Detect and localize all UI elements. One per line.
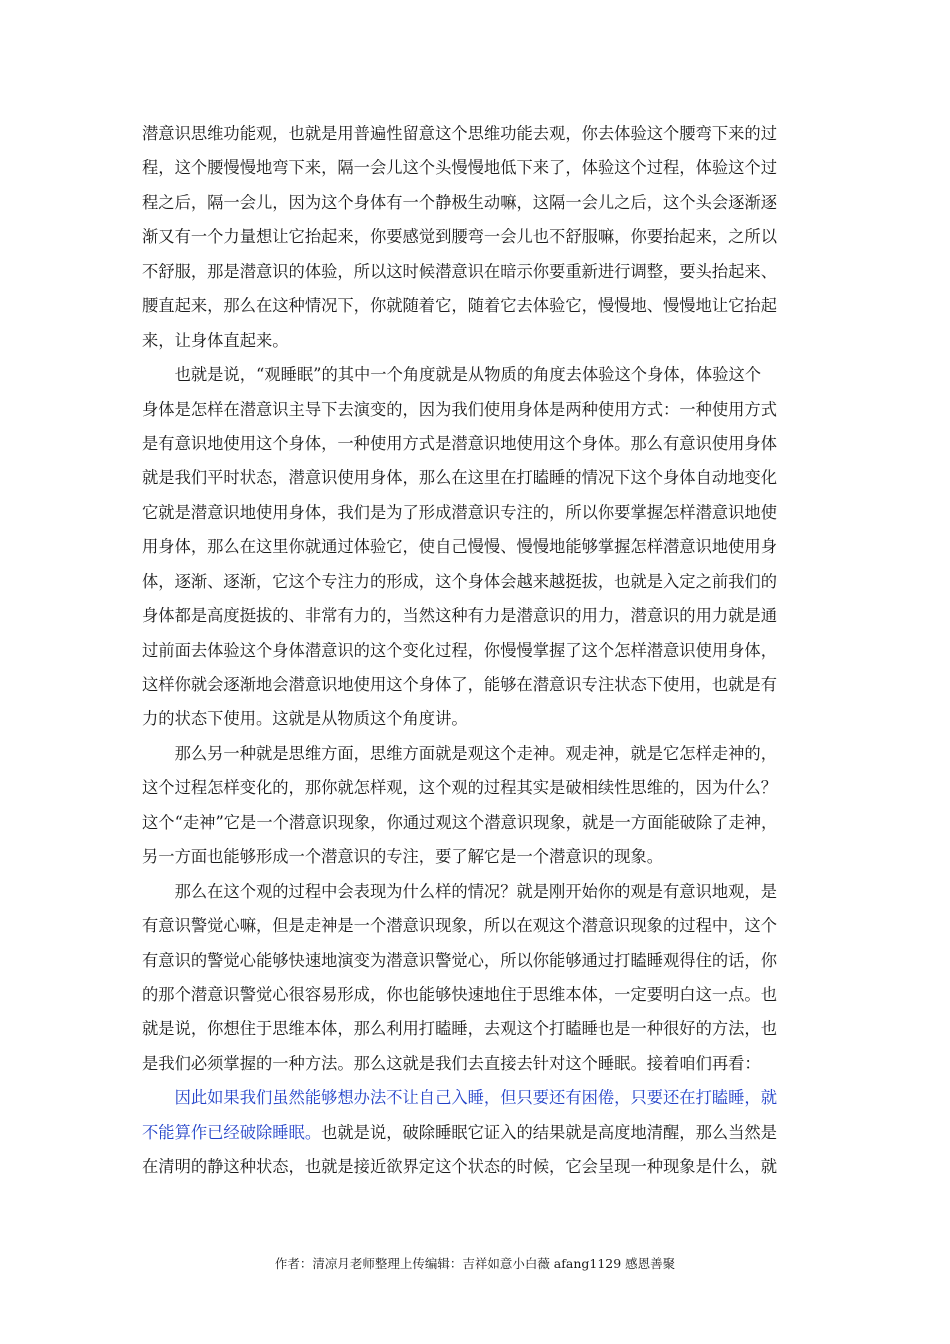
text-line (142, 220, 820, 254)
text-line (142, 737, 820, 771)
text-line (142, 875, 820, 909)
body-text: 那么另一种就是思维方面，思维方面就是观这个走神。观走神，就是它怎样走神的， (142, 743, 777, 763)
text-line (142, 151, 820, 185)
body-text: 就是说，你想住于思维本体，那么利用打瞌睡，去观这个打瞌睡也是一种很好的方法，也 (142, 1019, 777, 1039)
body-text: 渐又有一个力量想让它抬起来，你要感觉到腰弯一会儿也不舒服嘛，你要抬起来，之所以 (142, 227, 777, 247)
body-text: 是有意识地使用这个身体，一种使用方式是潜意识地使用这个身体。那么有意识使用身体 (142, 433, 777, 453)
text-line (142, 702, 820, 736)
quoted-text: 不能算作已经破除睡眠。 (142, 1122, 322, 1142)
body-text: 这个过程怎样变化的，那你就怎样观，这个观的过程其实是破相续性思维的，因为什么？ (142, 778, 777, 798)
paragraph (142, 737, 820, 875)
quoted-text: 因此如果我们虽然能够想办法不让自己入睡，但只要还有困倦，只要还在打瞌睡，就 (142, 1088, 777, 1108)
body-text: 来，让身体直起来。 (142, 330, 289, 350)
text-line (142, 840, 820, 874)
body-text: 也就是说，破除睡眠它证入的结果就是高度地清醒，那么当然是 (321, 1122, 777, 1142)
paragraph (142, 1081, 820, 1184)
text-line (142, 358, 820, 392)
text-line (142, 599, 820, 633)
body-text: 这个“走神”它是一个潜意识现象，你通过观这个潜意识现象，就是一方面能破除了走神， (142, 812, 778, 832)
paragraph (142, 117, 820, 358)
text-line (142, 461, 820, 495)
paragraph (142, 358, 820, 737)
paragraph (142, 875, 820, 1082)
text-line (142, 117, 820, 151)
page-footer: 作者：清凉月老师整理上传编辑：吉祥如意小白薇 afang1129 感恩善聚 (274, 1256, 676, 1271)
text-line (142, 668, 820, 702)
body-text: 程之后，隔一会儿，因为这个身体有一个静极生动嘛，这隔一会儿之后，这个头会逐渐逐 (142, 192, 777, 212)
body-text: 另一方面也能够形成一个潜意识的专注，要了解它是一个潜意识的现象。 (142, 847, 664, 867)
body-text: 这样你就会逐渐地会潜意识地使用这个身体了，能够在潜意识专注状态下使用，也就是有 (142, 675, 777, 694)
body-text: 不舒服，那是潜意识的体验，所以这时候潜意识在暗示你要重新进行调整，要头抬起来、 (142, 261, 777, 281)
text-line (142, 771, 820, 805)
body-text: 有意识警觉心嘛，但是走神是一个潜意识现象，所以在观这个潜意识现象的过程中，这个 (142, 916, 777, 936)
text-line (142, 944, 820, 978)
text-line (142, 530, 820, 564)
document-body (142, 117, 820, 1185)
text-line (142, 634, 820, 668)
body-text: 程，这个腰慢慢地弯下来，隔一会儿这个头慢慢地低下来了，体验这个过程，体验这个过 (142, 158, 777, 178)
text-line (142, 289, 820, 323)
body-text: 身体都是高度挺拔的、非常有力的，当然这种有力是潜意识的用力，潜意识的用力就是通 (142, 606, 777, 626)
body-text: 那么在这个观的过程中会表现为什么样的情况？就是刚开始你的观是有意识地观，是 (142, 881, 777, 901)
text-line (142, 255, 820, 289)
body-text: 过前面去体验这个身体潜意识的这个变化过程，你慢慢掌握了这个怎样潜意识使用身体， (142, 640, 777, 660)
text-line (142, 427, 820, 461)
text-line (142, 909, 820, 943)
text-line (142, 393, 820, 427)
body-text: 腰直起来，那么在这种情况下，你就随着它，随着它去体验它，慢慢地、慢慢地让它抬起 (142, 296, 777, 316)
text-line (142, 1081, 820, 1115)
body-text: 体，逐渐、逐渐，它这个专注力的形成，这个身体会越来越挺拔，也就是入定之前我们的 (142, 571, 777, 591)
text-line (142, 1012, 820, 1046)
text-line (142, 806, 820, 840)
text-line (142, 186, 820, 220)
body-text: 用身体，那么在这里你就通过体验它，使自己慢慢、慢慢地能够掌握怎样潜意识地使用身 (142, 537, 777, 557)
text-line (142, 978, 820, 1012)
body-text: 有意识的警觉心能够快速地演变为潜意识警觉心，所以你能够通过打瞌睡观得住的话，你 (142, 950, 777, 970)
text-line (142, 324, 820, 358)
body-text: 力的状态下使用。这就是从物质这个角度讲。 (142, 709, 468, 729)
body-text: 它就是潜意识地使用身体，我们是为了形成潜意识专注的，所以你要掌握怎样潜意识地使 (142, 502, 777, 522)
text-line (142, 565, 820, 599)
body-text: 潜意识思维功能观，也就是用普遍性留意这个思维功能去观，你去体验这个腰弯下来的过 (142, 124, 777, 143)
text-line (142, 1150, 820, 1184)
text-line (142, 1116, 820, 1150)
text-line (142, 496, 820, 530)
body-text: 的那个潜意识警觉心很容易形成，你也能够快速地住于思维本体，一定要明白这一点。也 (142, 984, 777, 1004)
body-text: 是我们必须掌握的一种方法。那么这就是我们去直接去针对这个睡眠。接着咱们再看： (142, 1053, 761, 1073)
body-text: 在清明的静这种状态，也就是接近欲界定这个状态的时候，它会呈现一种现象是什么，就 (142, 1157, 777, 1177)
body-text: 也就是说，“观睡眠”的其中一个角度就是从物质的角度去体验这个身体，体验这个 (142, 365, 762, 385)
text-line (142, 1047, 820, 1081)
body-text: 身体是怎样在潜意识主导下去演变的，因为我们使用身体是两种使用方式：一种使用方式 (142, 399, 777, 419)
body-text: 就是我们平时状态，潜意识使用身体，那么在这里在打瞌睡的情况下这个身体自动地变化 (142, 468, 777, 488)
